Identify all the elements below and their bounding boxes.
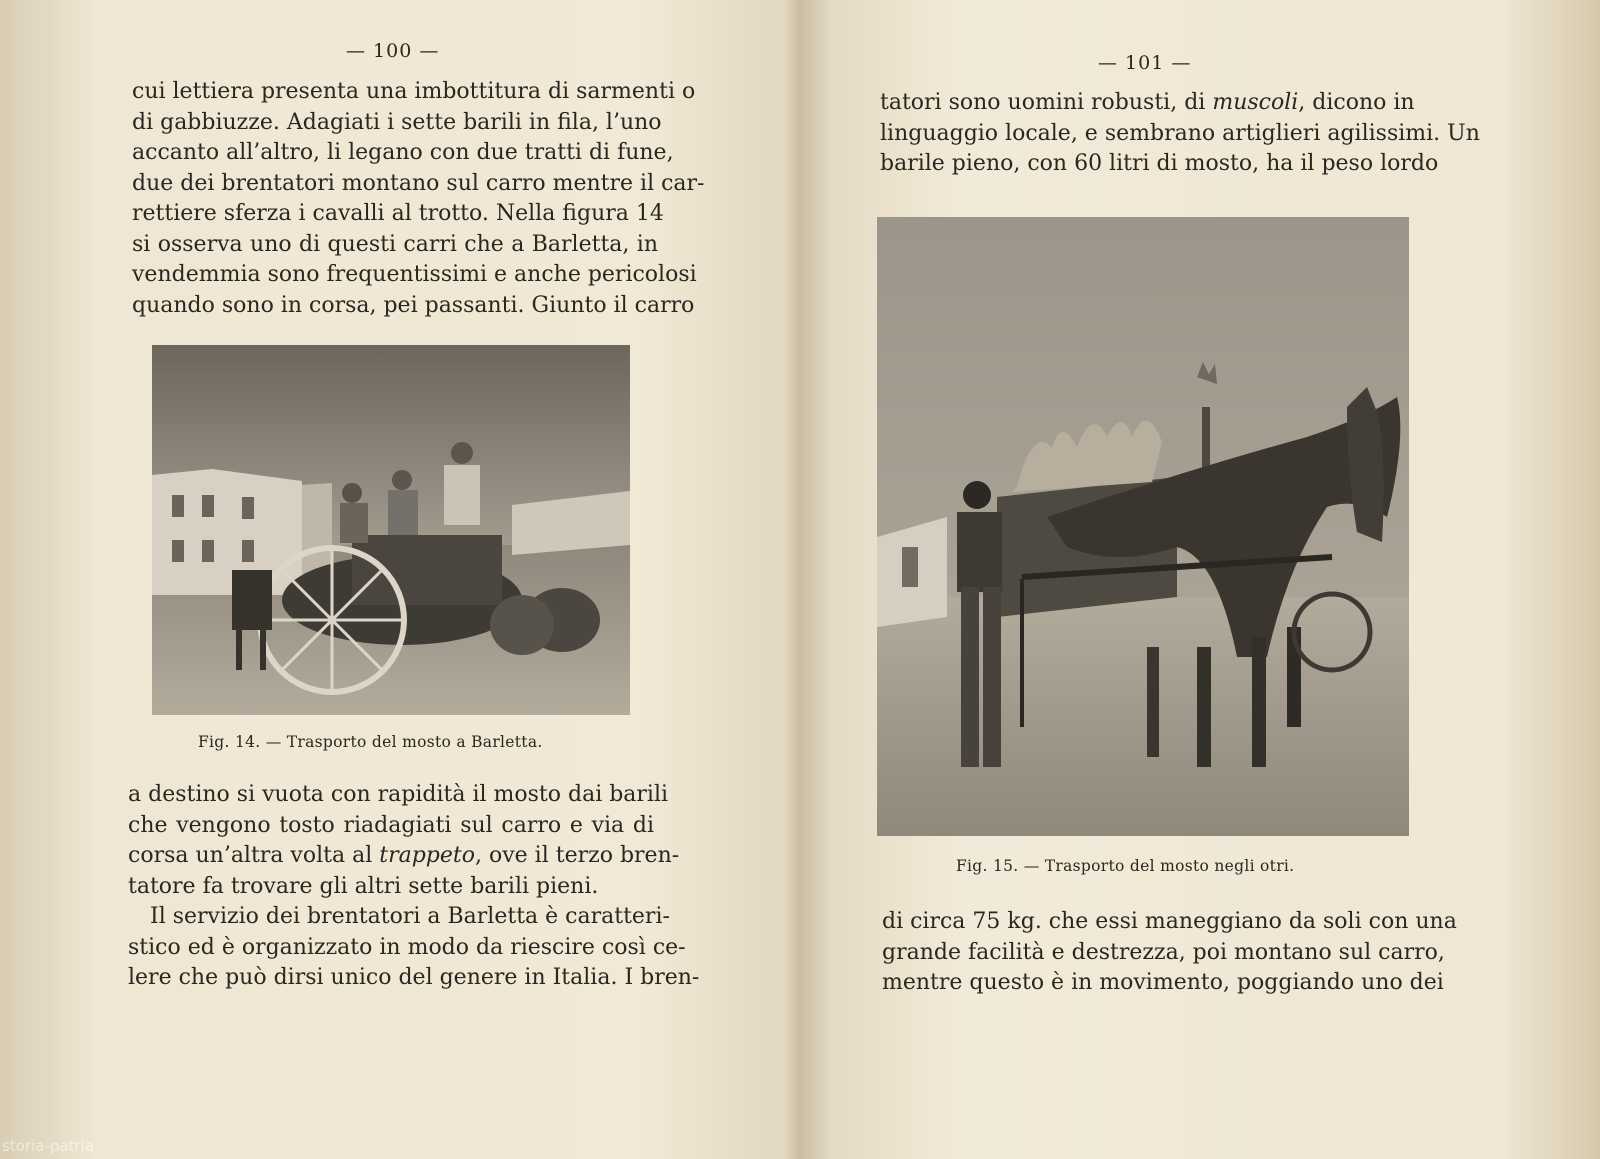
body-text-bottom <box>882 907 1457 999</box>
text-line: barile pieno, con 60 litri di mosto, ha il peso lordo <box>880 151 1439 176</box>
text-line <box>880 88 1415 119</box>
text-line: rettiere sferza i cavalli al trotto. Nella figura 14 <box>132 201 664 226</box>
text-line: due dei brentatori montano sul carro mentre il car- <box>132 170 705 196</box>
text-line: cui lettiera presenta una imbottitura di sarmenti o <box>132 79 696 104</box>
text-line: Il servizio dei brentatori a Barletta è caratteri- <box>150 904 670 929</box>
text-line: quando sono in corsa, pei passanti. Giunto il carro <box>132 292 695 318</box>
text-line: mentre questo è in movimento, poggiando uno dei <box>882 970 1444 995</box>
right-page <box>800 0 1600 1159</box>
figure-15-photo <box>877 217 1409 836</box>
text-segment: tatori sono uomini robusti, di <box>880 90 1206 115</box>
text-line: si osserva uno di questi carri che a Barletta, in <box>132 231 658 257</box>
text-line: di circa 75 kg. che essi maneggiano da soli con una <box>882 909 1457 934</box>
figure-14-photo <box>152 345 630 715</box>
text-line: stico ed è organizzato in modo da riescire così ce- <box>128 934 686 960</box>
text-segment: , dicono in <box>1298 90 1415 115</box>
italic-word: muscoli <box>1212 90 1299 115</box>
body-text-bottom <box>128 780 700 994</box>
text-line: linguaggio locale, e sembrano artiglieri agilissimi. Un <box>880 120 1480 146</box>
text-line: lere che può dirsi unico del genere in Italia. I bren- <box>128 965 700 990</box>
text-line: vendemmia sono frequentissimi e anche pericolosi <box>132 262 697 287</box>
text-line: a destino si vuota con rapidità il mosto dai barili <box>128 782 669 807</box>
italic-word: trappeto <box>379 843 475 868</box>
figure-14-caption: Fig. 14. — Trasporto del mosto a Barletta. <box>198 733 543 751</box>
text-segment: , ove il terzo bren- <box>475 843 680 868</box>
page-number: — 101 — <box>1098 52 1192 74</box>
page-number: — 100 — <box>346 40 440 62</box>
text-line: di gabbiuzze. Adagiati i sette barili in fila, l’uno <box>132 109 662 135</box>
text-line <box>128 841 680 872</box>
text-segment: corsa un’altra volta al <box>128 843 373 868</box>
text-line: tatore fa trovare gli altri sette barili pieni. <box>128 873 599 899</box>
body-text-top <box>880 88 1480 180</box>
text-line: accanto all’altro, li legano con due tratti di fune, <box>132 140 674 165</box>
text-line: che vengono tosto riadagiati sul carro e via di <box>128 812 654 838</box>
figure-15-caption: Fig. 15. — Trasporto del mosto negli otri. <box>956 857 1295 875</box>
body-text-top <box>132 77 705 321</box>
watermark: storia-patria <box>2 1137 94 1155</box>
left-page <box>0 0 790 1159</box>
text-line: grande facilità e destrezza, poi montano sul carro, <box>882 939 1445 965</box>
